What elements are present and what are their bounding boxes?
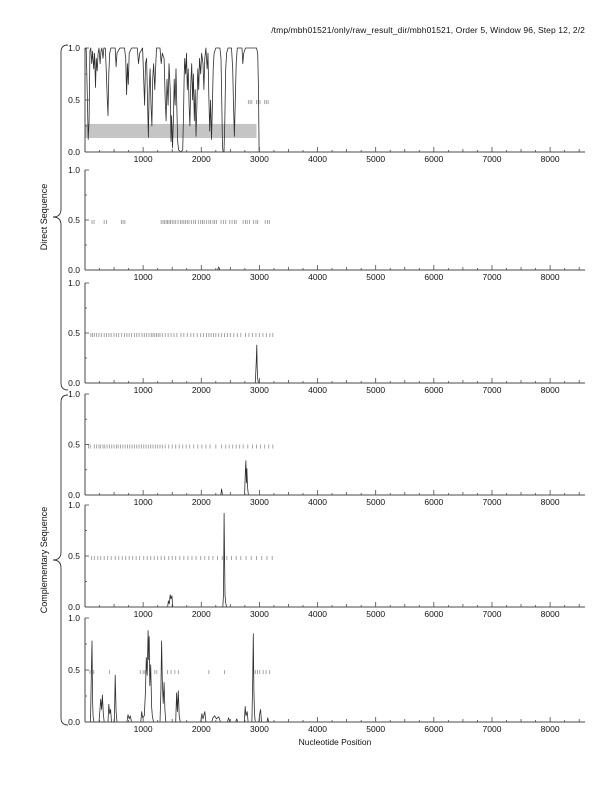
subplot-canvas-complementary-3	[0, 613, 612, 738]
x-tick-label: 5000	[366, 497, 386, 507]
x-tick-label: 7000	[482, 724, 502, 734]
x-tick-label: 4000	[308, 272, 328, 282]
x-tick-label: 8000	[540, 724, 560, 734]
signal-line	[85, 513, 585, 607]
x-tick-label: 1000	[133, 609, 153, 619]
y-tick-label: 0.5	[68, 551, 80, 561]
x-tick-label: 5000	[366, 724, 386, 734]
signal-line	[85, 461, 585, 495]
x-tick-label: 3000	[249, 724, 269, 734]
y-tick-label: 1.0	[68, 500, 80, 510]
x-tick-label: 3000	[249, 385, 269, 395]
x-tick-label: 6000	[424, 724, 444, 734]
x-tick-label: 6000	[424, 609, 444, 619]
x-tick-label: 4000	[308, 724, 328, 734]
x-tick-label: 6000	[424, 272, 444, 282]
x-tick-label: 8000	[540, 154, 560, 164]
x-tick-label: 3000	[249, 272, 269, 282]
x-tick-label: 7000	[482, 154, 502, 164]
x-tick-label: 1000	[133, 497, 153, 507]
x-tick-label: 6000	[424, 385, 444, 395]
direct-sequence-label: Direct Sequence	[39, 183, 49, 251]
y-tick-label: 1.0	[68, 613, 80, 623]
x-tick-label: 5000	[366, 154, 386, 164]
signal-line	[85, 345, 585, 383]
y-tick-label: 0.5	[68, 328, 80, 338]
x-axis-title: Nucleotide Position	[298, 737, 372, 747]
y-tick-label: 0.0	[68, 717, 80, 727]
y-tick-label: 1.0	[68, 389, 80, 399]
subplot-canvas-complementary-2	[0, 500, 612, 623]
x-tick-label: 1000	[133, 272, 153, 282]
x-tick-label: 1000	[133, 724, 153, 734]
subplot-canvas-direct-2	[0, 165, 612, 286]
y-tick-label: 1.0	[68, 165, 80, 175]
subplot-canvas-complementary-1	[0, 389, 612, 511]
x-tick-label: 7000	[482, 272, 502, 282]
y-tick-label: 0.5	[68, 439, 80, 450]
x-tick-label: 1000	[133, 385, 153, 395]
y-tick-label: 1.0	[68, 278, 80, 288]
x-tick-label: 4000	[308, 609, 328, 619]
y-tick-label: 0.5	[68, 95, 80, 105]
x-tick-label: 4000	[308, 154, 328, 164]
x-tick-label: 6000	[424, 154, 444, 164]
y-tick-label: 0.0	[68, 147, 80, 157]
x-tick-label: 3000	[249, 154, 269, 164]
y-tick-label: 0.0	[68, 265, 80, 275]
x-tick-label: 2000	[191, 724, 211, 734]
x-tick-label: 5000	[366, 272, 386, 282]
x-tick-label: 2000	[191, 497, 211, 507]
x-tick-label: 7000	[482, 497, 502, 507]
subplot-canvas-direct-3	[0, 278, 612, 399]
x-tick-label: 2000	[191, 154, 211, 164]
x-tick-label: 6000	[424, 497, 444, 507]
x-tick-label: 8000	[540, 497, 560, 507]
x-tick-label: 2000	[191, 385, 211, 395]
y-tick-label: 1.0	[68, 43, 80, 53]
y-tick-label: 0.0	[68, 602, 80, 612]
y-tick-label: 0.5	[68, 215, 80, 225]
subplot-canvas-direct-1	[0, 43, 612, 168]
complementary-sequence-label: Complementary Sequence	[39, 506, 49, 614]
x-tick-label: 4000	[308, 385, 328, 395]
signal-line	[85, 631, 585, 723]
x-tick-label: 5000	[366, 609, 386, 619]
x-tick-label: 5000	[366, 385, 386, 395]
x-tick-label: 4000	[308, 497, 328, 507]
x-tick-label: 2000	[191, 609, 211, 619]
x-tick-label: 8000	[540, 272, 560, 282]
x-tick-label: 7000	[482, 385, 502, 395]
x-tick-label: 2000	[191, 272, 211, 282]
x-tick-label: 8000	[540, 385, 560, 395]
y-tick-label: 0.0	[68, 490, 80, 500]
y-tick-label: 0.0	[68, 378, 80, 388]
x-tick-label: 3000	[249, 609, 269, 619]
x-tick-label: 7000	[482, 609, 502, 619]
y-tick-label: 0.5	[68, 665, 80, 675]
chart-title: /tmp/mbh01521/only/raw_result_dir/mbh01521, Order 5, Window 96, Step 12, 2/2	[271, 25, 585, 35]
x-tick-label: 3000	[249, 497, 269, 507]
x-tick-label: 8000	[540, 609, 560, 619]
x-tick-label: 1000	[133, 154, 153, 164]
